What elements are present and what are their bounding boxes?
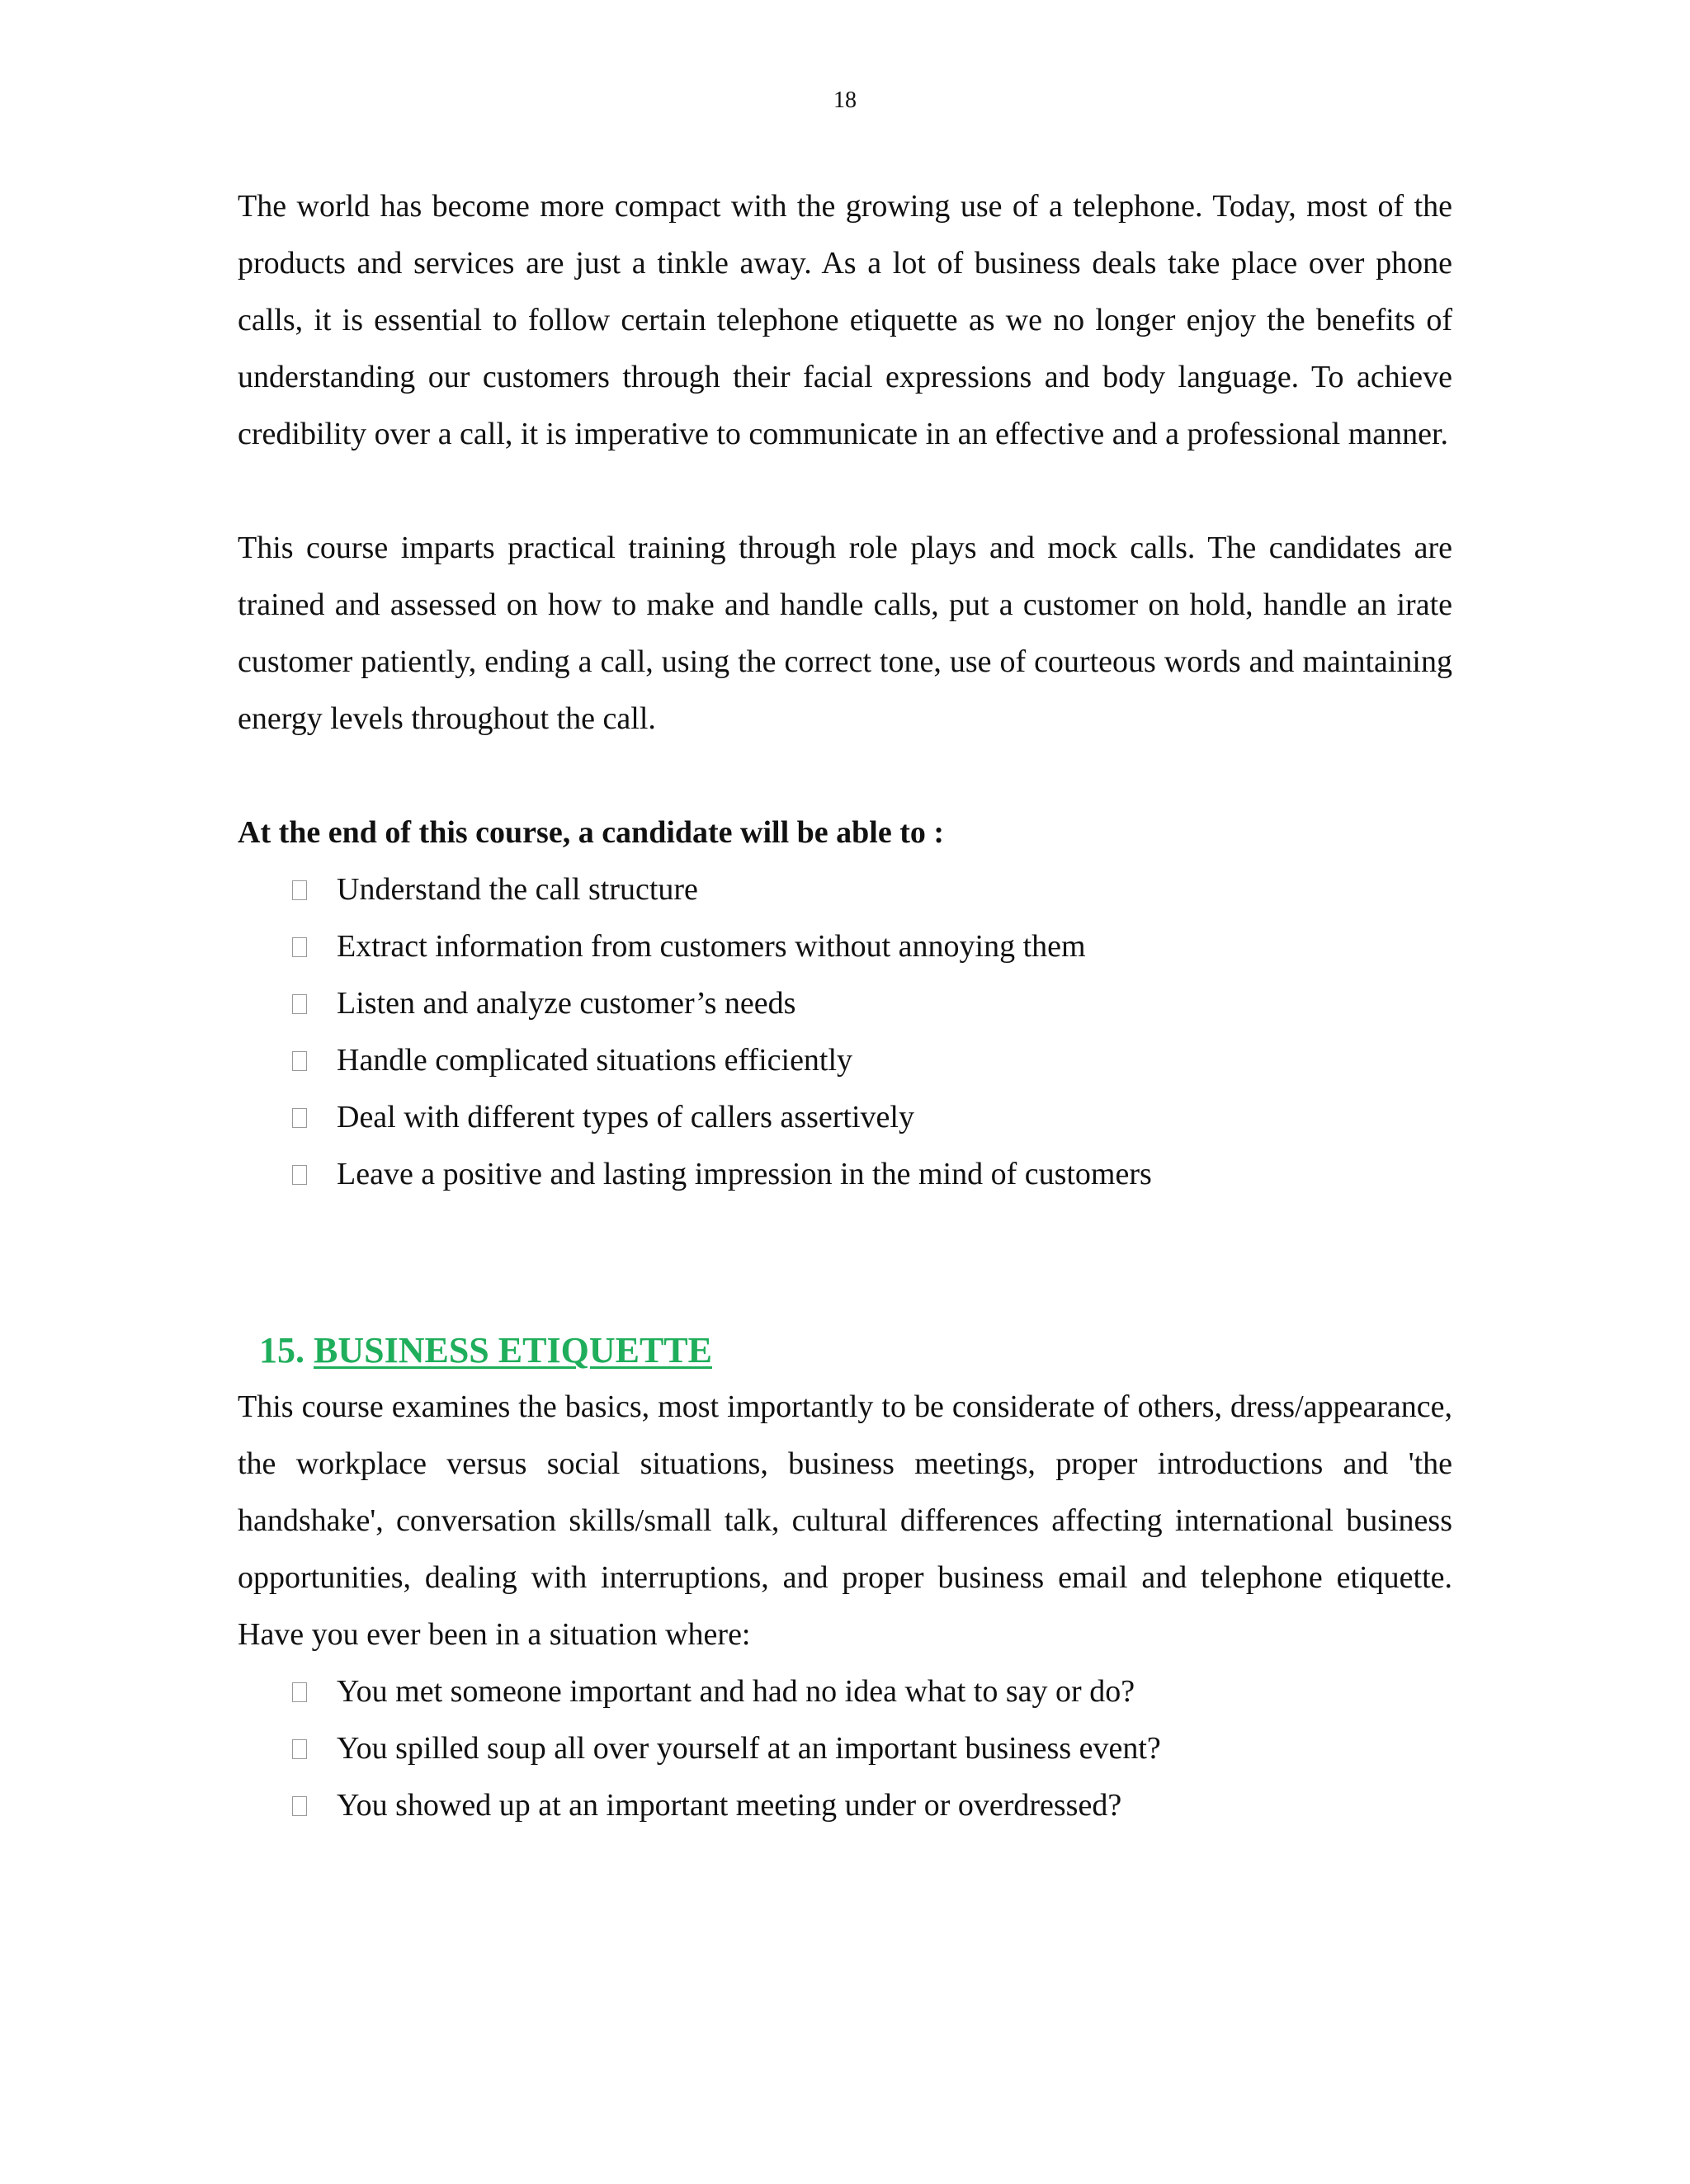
telephone-intro-paragraph: The world has become more compact with the growing use of a telephone. Today, most of the products and services are just a tinkle away. As a lot of business deals take place over phone calls, it is essential to follow certain telephone etiquette as we no longer enjoy the benefits of understanding our customers through their facial expressions and body language. To achieve credibility over a call, it is imperative to communicate in an effective and a professional manner. xyxy=(238,189,1452,451)
telephone-course-paragraph: This course imparts practical training through role plays and mock calls. The candidates are trained and assessed on how to make and handle calls, put a customer on hold, handle an irate customer patiently, ending a call, using the correct tone, use of courteous words and maintaining energy levels throughout the call. xyxy=(238,531,1452,736)
list-item-text: You met someone important and had no idea what to say or do? xyxy=(337,1674,1135,1709)
paragraph-spacer xyxy=(238,463,1452,520)
business-etiquette-paragraph: This course examines the basics, most importantly to be considerate of others, dress/appearance, the workplace versus social situations, business meetings, proper introductions and 'the handshake', conversation skills/small talk, cultural differences affecting international business opportunities, dealing with interruptions, and proper business email and telephone etiquette. Have you ever been in a situation where: xyxy=(238,1389,1452,1652)
empty-square-icon xyxy=(292,1796,307,1816)
list-item xyxy=(238,1089,1452,1146)
list-item-text: Listen and analyze customer’s needs xyxy=(337,986,796,1021)
outcomes-list xyxy=(238,861,1452,1203)
empty-square-icon xyxy=(292,1739,307,1759)
outcomes-heading: At the end of this course, a candidate will be able to : xyxy=(238,815,945,850)
list-item xyxy=(238,918,1452,975)
empty-square-icon xyxy=(292,880,307,900)
list-item xyxy=(238,1777,1452,1834)
list-item xyxy=(238,1032,1452,1089)
list-item xyxy=(238,1146,1452,1203)
empty-square-icon xyxy=(292,1051,307,1071)
list-item xyxy=(238,975,1452,1032)
questions-list xyxy=(238,1663,1452,1834)
empty-square-icon xyxy=(292,937,307,957)
section-heading xyxy=(238,1322,1452,1379)
list-item xyxy=(238,861,1452,918)
list-item-text: Handle complicated situations efficiently xyxy=(337,1043,853,1078)
page-content xyxy=(238,178,1452,1834)
empty-square-icon xyxy=(292,994,307,1014)
list-item-text: Understand the call structure xyxy=(337,872,698,907)
empty-square-icon xyxy=(292,1108,307,1128)
section-number: 15. xyxy=(259,1330,304,1370)
list-item-text: Deal with different types of callers assertively xyxy=(337,1100,914,1134)
page-number: 18 xyxy=(833,87,857,113)
list-item-text: You spilled soup all over yourself at an important business event? xyxy=(337,1731,1161,1766)
section-title: BUSINESS ETIQUETTE xyxy=(314,1330,712,1370)
list-item-text: Extract information from customers without annoying them xyxy=(337,929,1086,964)
list-item xyxy=(238,1720,1452,1777)
list-item xyxy=(238,1663,1452,1720)
list-item-text: You showed up at an important meeting under or overdressed? xyxy=(337,1788,1122,1823)
list-item-text: Leave a positive and lasting impression in the mind of customers xyxy=(337,1157,1152,1191)
empty-square-icon xyxy=(292,1682,307,1702)
paragraph-spacer xyxy=(238,748,1452,804)
section-spacer xyxy=(238,1203,1452,1322)
empty-square-icon xyxy=(292,1165,307,1185)
